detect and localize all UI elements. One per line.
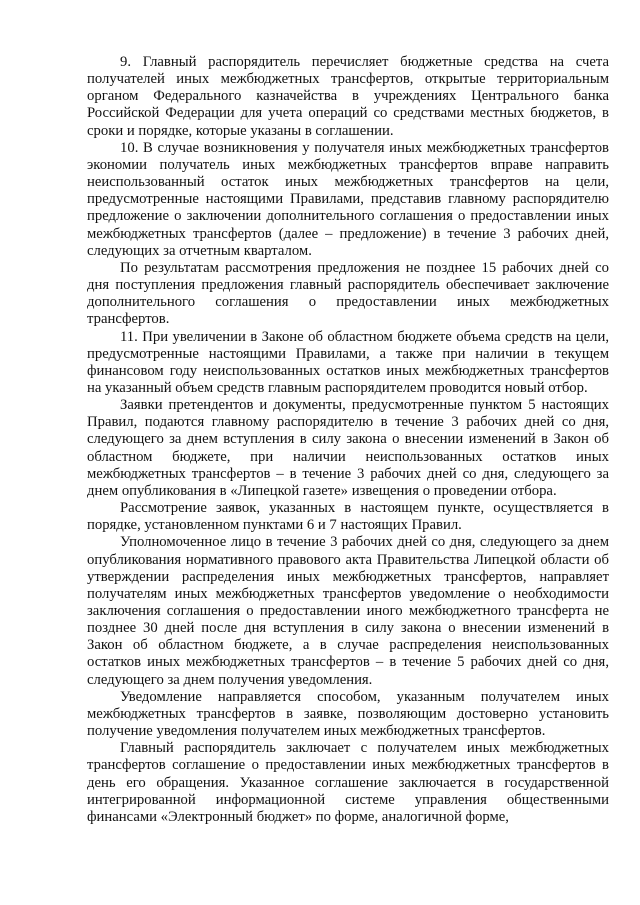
paragraph-11-applications: Заявки претендентов и документы, предусмотренные пунктом 5 настоящих Правил, подаются главному распорядителю в течение 3 рабочих дней со дня, следующего за днем вступления в силу закона о внесении изменений в Закон об областном бюджете, при наличии неиспользованных остатков иных межбюджетных трансфертов – в течение 3 рабочих дней со дня, следующего за днем опубликования в «Липецкой газете» извещения о проведении отбора. bbox=[87, 397, 609, 499]
paragraph-11-notification-method: Уведомление направляется способом, указанным получателем иных межбюджетных трансфертов в заявке, позволяющим достоверно установить получение уведомления получателем иных межбюджетных трансфертов. bbox=[87, 688, 609, 740]
paragraph-11-review: Рассмотрение заявок, указанных в настоящем пункте, осуществляется в порядке, установленном пунктами 6 и 7 настоящих Правил. bbox=[87, 500, 609, 534]
paragraph-10-continuation: По результатам рассмотрения предложения не позднее 15 рабочих дней со дня поступления предложения главный распорядитель обеспечивает заключение дополнительного соглашения о предоставлении иных межбюджетных трансфертов. bbox=[87, 259, 609, 328]
document-body bbox=[87, 54, 609, 826]
paragraph-11: 11. При увеличении в Законе об областном бюджете объема средств на цели, предусмотренные настоящими Правилами, а также при наличии в текущем финансовом году неиспользованных остатков иных межбюджетных трансфертов на указанный объем средств главным распорядителем проводится новый отбор. bbox=[87, 328, 609, 396]
paragraph-11-notification: Уполномоченное лицо в течение 3 рабочих дней со дня, следующего за днем опубликования нормативного правового акта Правительства Липецкой области об утверждении распределения иных межбюджетных трансфертов, направляет получателям иных межбюджетных трансфертов уведомление о необходимости заключения соглашения о предоставлении иного межбюджетного трансферта не позднее 30 дней после дня вступления в силу закона о внесении изменений в Закон об областном бюджете, а в случае распределения неиспользованных остатков иных межбюджетных трансфертов – в течение 5 рабочих дней со дня, следующего за днем получения уведомления. bbox=[87, 534, 609, 688]
paragraph-11-agreement: Главный распорядитель заключает с получателем иных межбюджетных трансфертов соглашение о предоставлении иных межбюджетных трансфертов в день его обращения. Указанное соглашение заключается в государственной интегрированной информационной системе управления общественными финансами «Электронный бюджет» по форме, аналогичной форме, bbox=[87, 740, 609, 825]
paragraph-10: 10. В случае возникновения у получателя иных межбюджетных трансфертов экономии получатель иных межбюджетных трансфертов вправе направить неиспользованный остаток иных межбюджетных трансфертов на цели, предусмотренные настоящими Правилами, представив главному распорядителю предложение о заключении дополнительного соглашения о предоставлении иных межбюджетных трансфертов (далее – предложение) в течение 3 рабочих дней, следующих за отчетным кварталом. bbox=[87, 139, 609, 259]
paragraph-9: 9. Главный распорядитель перечисляет бюджетные средства на счета получателей иных межбюджетных трансфертов, открытые территориальным органом Федерального казначейства в учреждениях Центрального банка Российской Федерации для учета операций со средствами местных бюджетов, в сроки и порядке, которые указаны в соглашении. bbox=[87, 54, 609, 139]
